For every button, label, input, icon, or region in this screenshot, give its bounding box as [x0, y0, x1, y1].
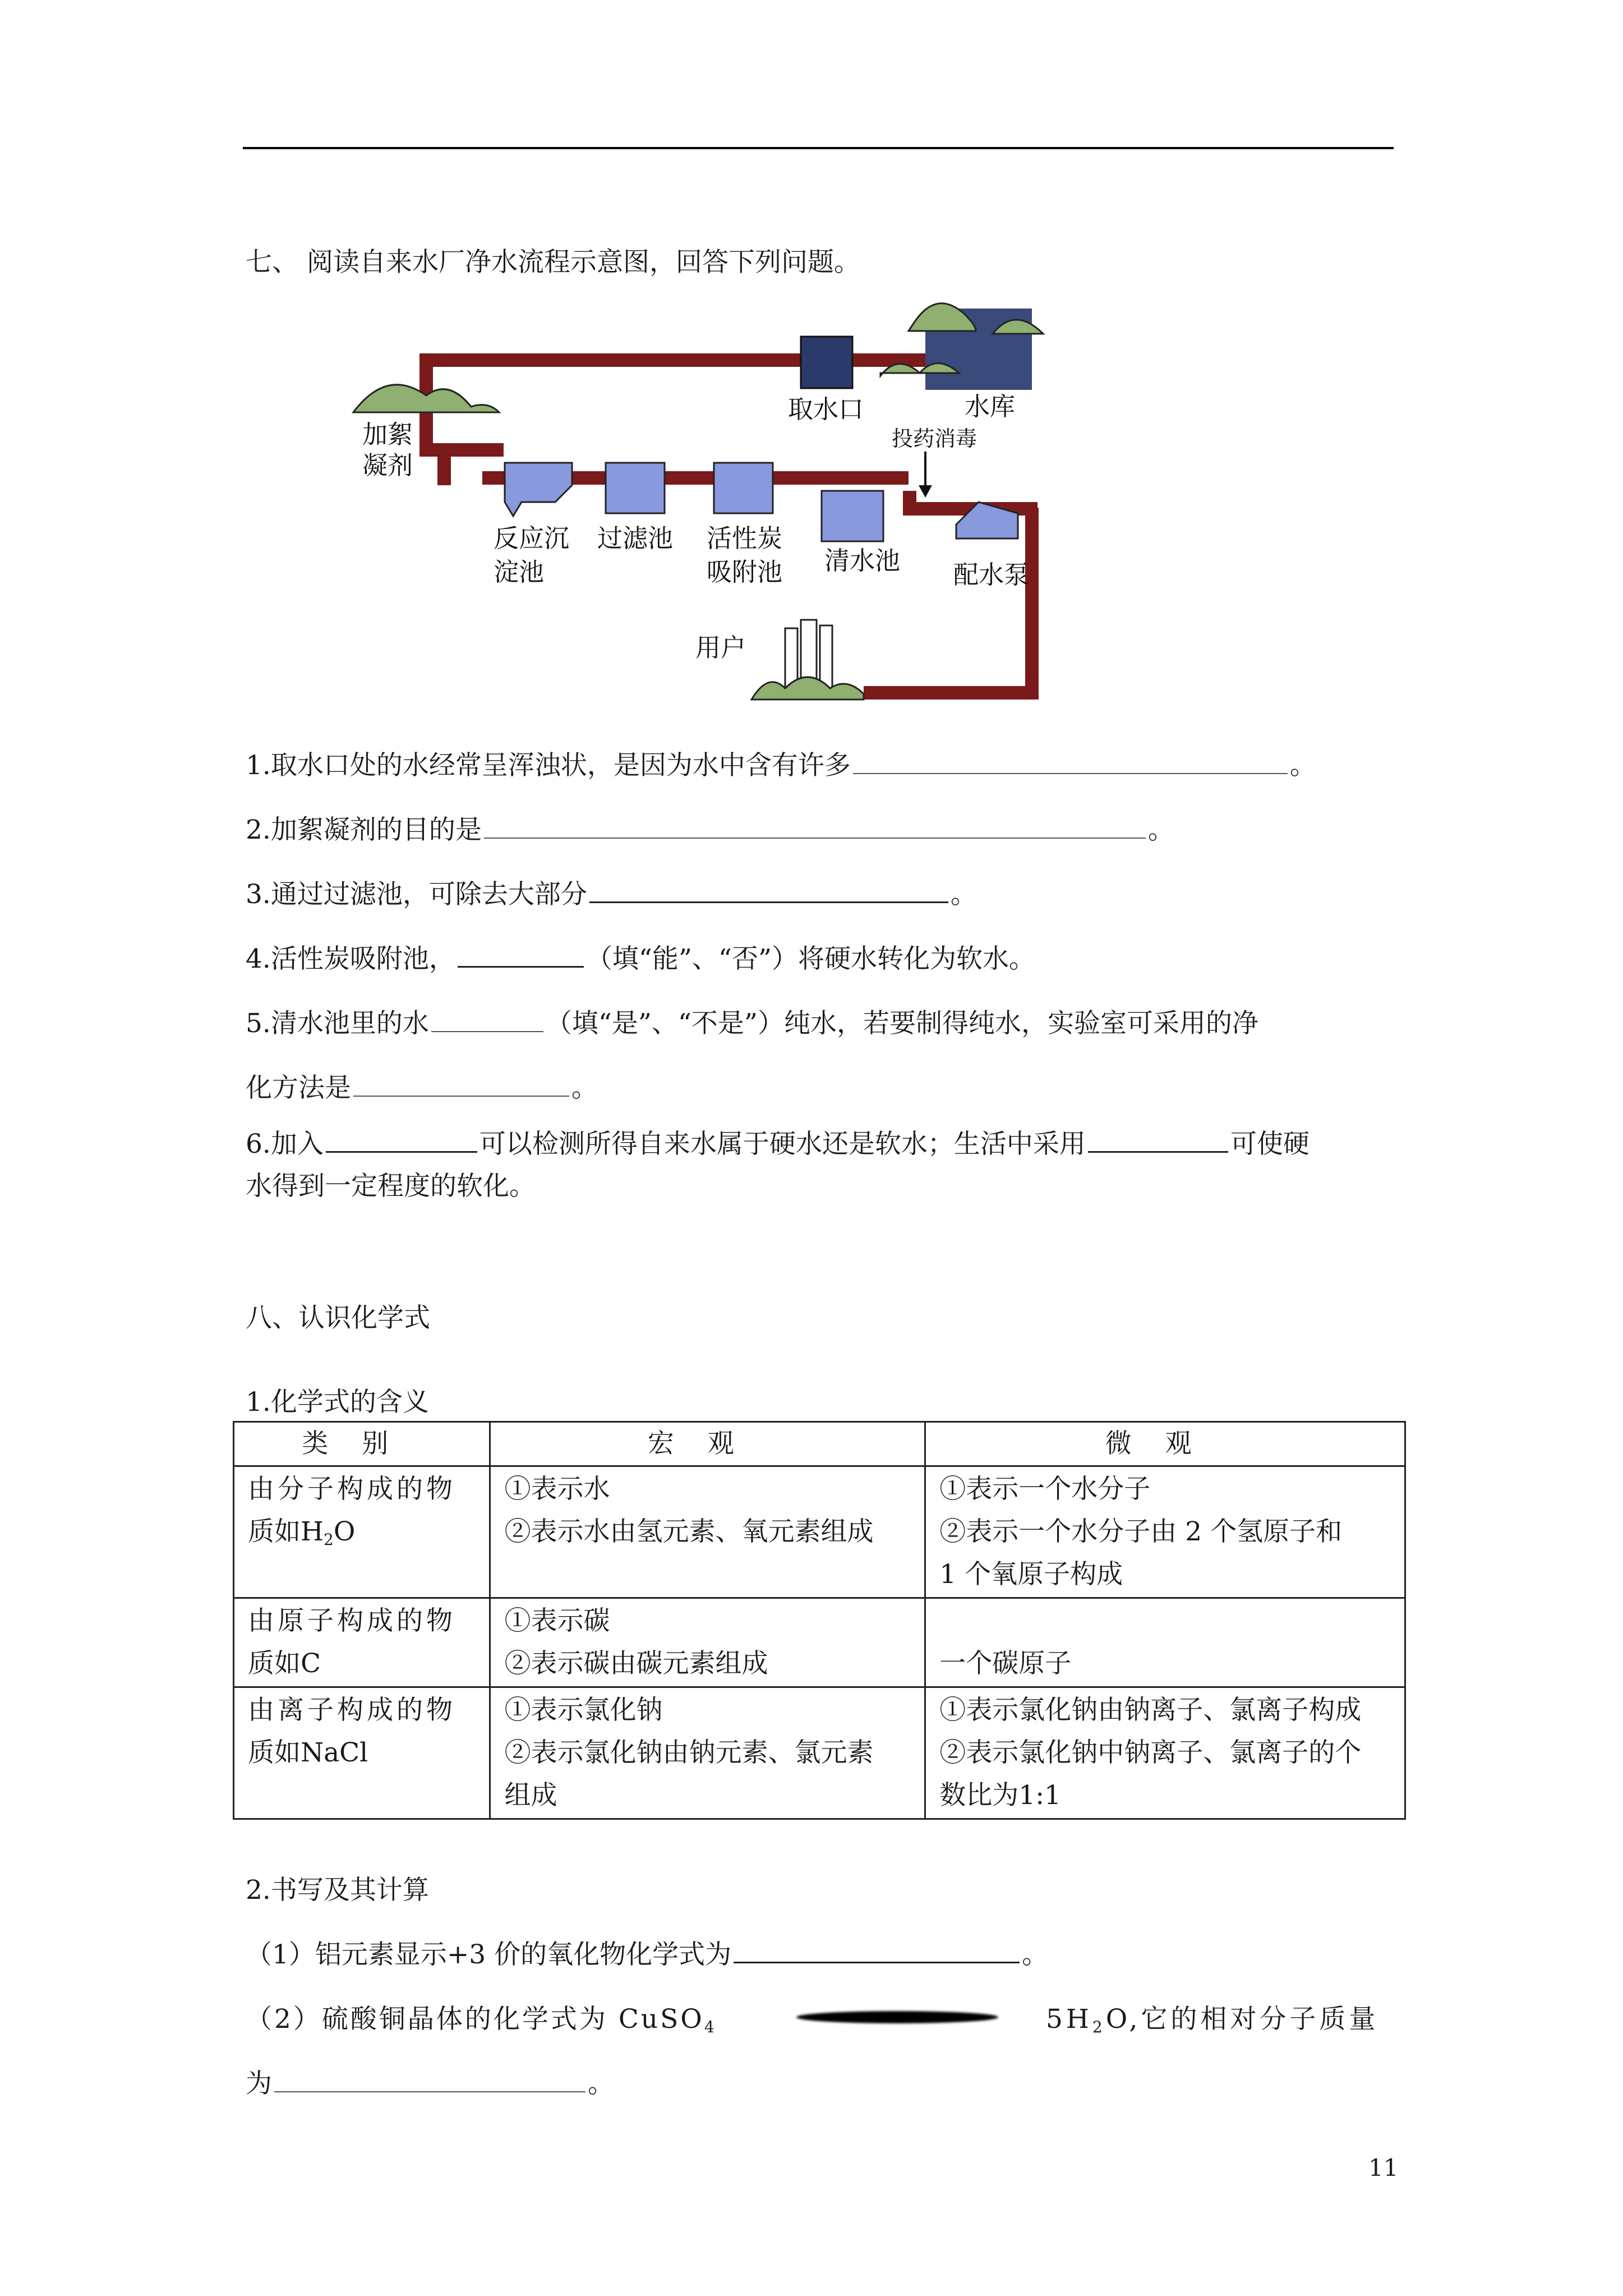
- practice-2-tail: $5H_2O$,它的相对分子质量: [1046, 2004, 1379, 2036]
- label-sediment-1: 反应沉: [494, 523, 570, 553]
- row3-category: 由离子构成的物 质如NaCl: [234, 1687, 490, 1819]
- label-sediment-2: 淀池: [494, 557, 545, 587]
- label-user: 用户: [695, 633, 746, 662]
- question-1: 1.取水口处的水经常呈浑浊状，是因为水中含有许多 。: [246, 750, 1316, 781]
- water-treatment-flow-svg: [342, 283, 1127, 701]
- label-carbon-1: 活性炭: [707, 523, 783, 553]
- row3-macro: ①表示氯化钠 ②表示氯化钠由钠元素、氯元素 组成: [490, 1687, 925, 1819]
- water-treatment-diagram: [342, 283, 1127, 701]
- answer-blank-2[interactable]: [484, 815, 1146, 839]
- question-2: 2.加絮凝剂的目的是 。: [246, 815, 1174, 845]
- answer-blank-1[interactable]: [853, 751, 1288, 774]
- row2-category: 由原子构成的物 质如C: [234, 1598, 490, 1687]
- row1-micro: ①表示一个水分子 ②表示一个水分子由 2 个氢原子和 1 个氧原子构成: [925, 1466, 1405, 1598]
- question-6-cont: 水得到一定程度的软化。: [246, 1171, 536, 1202]
- question-4: 4.活性炭吸附池， （填“能”、“否”）将硬水转化为软水。: [246, 944, 1035, 974]
- table-header-row: [234, 1422, 1405, 1466]
- header-micro: 微观: [925, 1422, 1405, 1466]
- question-6: 6.加入 可以检测所得自来水属于硬水还是软水；生活中采用 可使硬: [246, 1129, 1310, 1159]
- section-8-sub2: 2.书写及其计算: [246, 1875, 429, 1906]
- table-row: [234, 1598, 1405, 1687]
- label-coagulant-1: 加絮: [362, 420, 413, 449]
- label-coagulant-2: 凝剂: [362, 450, 413, 480]
- answer-blank-6a[interactable]: [326, 1129, 477, 1153]
- practice-1: （1）铝元素显示+3 价的氧化物化学式为 。: [246, 1939, 1049, 1970]
- practice-2: （2）硫酸铜晶体的化学式为 CuSO$_4$: [246, 2004, 717, 2036]
- intake-box: [801, 337, 852, 388]
- page-number: 11: [1368, 2154, 1399, 2182]
- answer-blank-6b[interactable]: [1088, 1129, 1228, 1153]
- table-row: [234, 1687, 1405, 1819]
- answer-blank-4[interactable]: [458, 944, 584, 968]
- label-disinfect: 投药消毒: [892, 426, 978, 451]
- row1-macro: ①表示水 ②表示水由氢元素、氧元素组成: [490, 1466, 925, 1598]
- label-carbon-2: 吸附池: [707, 557, 783, 587]
- section-7-title: 七、 阅读自来水厂净水流程示意图，回答下列问题。: [246, 247, 860, 278]
- header-rule: [243, 147, 1394, 149]
- answer-blank-5b[interactable]: [353, 1073, 569, 1097]
- label-reservoir: 水库: [965, 392, 1016, 421]
- question-5: 5.清水池里的水 （填“是”、“不是”）纯水，若要制得纯水，实验室可采用的净: [246, 1008, 1258, 1039]
- answer-blank-p2[interactable]: [274, 2069, 585, 2092]
- question-3: 3.通过过滤池，可除去大部分 。: [246, 879, 977, 910]
- answer-blank-3[interactable]: [589, 879, 948, 903]
- label-pump: 配水泵: [953, 560, 1030, 590]
- answer-blank-5a[interactable]: [431, 1009, 543, 1032]
- dot-smudge: [796, 2011, 998, 2023]
- row1-category: 由分子构成的物 质如$H_2O$: [234, 1466, 490, 1598]
- row2-macro: ①表示碳 ②表示碳由碳元素组成: [490, 1598, 925, 1687]
- row3-micro: ①表示氯化钠由钠离子、氯离子构成 ②表示氯化钠中钠离子、氯离子的个 数比为1:1: [925, 1687, 1405, 1819]
- chemical-formula-table: [233, 1421, 1406, 1820]
- label-intake: 取水口: [788, 394, 864, 424]
- practice-2-cont: 为 。: [246, 2068, 614, 2099]
- header-macro: 宏观: [490, 1422, 925, 1466]
- section-8-sub1: 1.化学式的含义: [246, 1387, 429, 1418]
- label-filter: 过滤池: [597, 523, 674, 553]
- disinfect-arrowhead: [919, 485, 932, 498]
- question-5-cont: 化方法是 。: [246, 1073, 598, 1103]
- table-row: [234, 1466, 1405, 1598]
- header-category: 类别: [234, 1422, 490, 1466]
- reservoir-icon: [880, 303, 1043, 390]
- answer-blank-p1[interactable]: [734, 1939, 1020, 1963]
- section-8-title: 八、认识化学式: [246, 1303, 430, 1333]
- label-clear: 清水池: [824, 546, 901, 576]
- row2-micro: 一个碳原子: [925, 1598, 1405, 1687]
- user-buildings-icon: [751, 620, 864, 700]
